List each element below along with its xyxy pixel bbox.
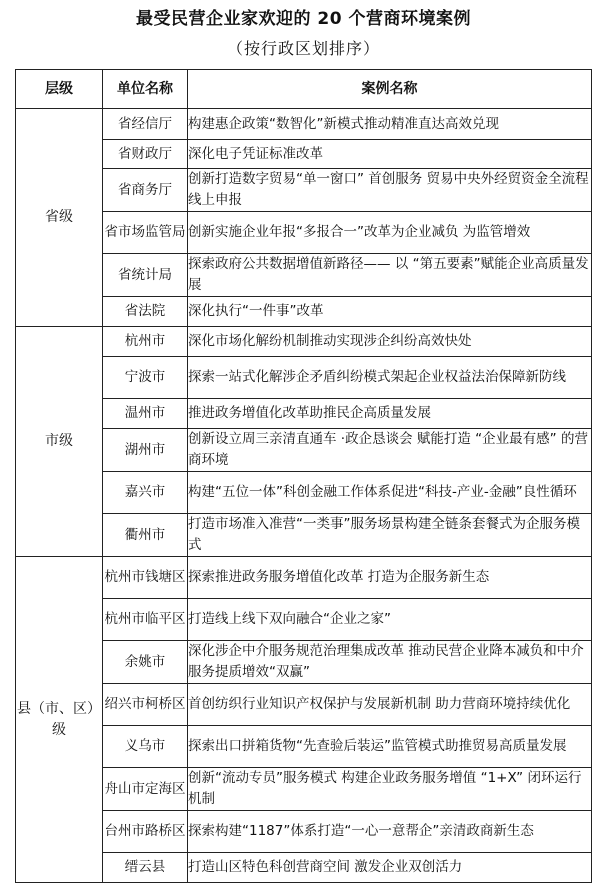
- table-row: [16, 169, 592, 212]
- case-cell: 探索一站式化解涉企矛盾纠纷模式架起企业权益法治保障新防线: [188, 357, 592, 399]
- unit-cell: 嘉兴市: [103, 472, 188, 514]
- table-row: [16, 472, 592, 514]
- table-row: [16, 140, 592, 169]
- table-row: [16, 811, 592, 853]
- table-row: [16, 399, 592, 429]
- table-row: [16, 684, 592, 726]
- unit-cell: 省商务厅: [103, 169, 188, 212]
- table-row: [16, 641, 592, 684]
- table-row: [16, 109, 592, 140]
- unit-cell: 温州市: [103, 399, 188, 429]
- document-title: 最受民营企业家欢迎的 20 个营商环境案例: [136, 9, 471, 29]
- table-header: [16, 70, 592, 109]
- case-cell: 探索推进政务服务增值化改革 打造为企服务新生态: [188, 557, 592, 599]
- case-cell: 创新打造数字贸易“单一窗口” 首创服务 贸易中央外经贸资金全流程线上申报: [188, 169, 592, 212]
- unit-cell: 省财政厅: [103, 140, 188, 169]
- unit-cell: 绍兴市柯桥区: [103, 684, 188, 726]
- case-cell: 探索政府公共数据增值新路径—— 以 “第五要素”赋能企业高质量发展: [188, 254, 592, 297]
- table-row: [16, 726, 592, 768]
- case-cell: 打造山区特色科创营商空间 激发企业双创活力: [188, 853, 592, 883]
- table-row: [16, 297, 592, 327]
- header-unit: 单位名称: [103, 70, 188, 109]
- unit-cell: 舟山市定海区: [103, 768, 188, 811]
- table-row: [16, 557, 592, 599]
- table-row: [16, 514, 592, 557]
- document-subtitle: （按行政区划排序）: [226, 39, 380, 58]
- unit-cell: 杭州市: [103, 327, 188, 357]
- case-cell: 探索出口拼箱货物“先查验后装运”监管模式助推贸易高质量发展: [188, 726, 592, 768]
- unit-cell: 宁波市: [103, 357, 188, 399]
- unit-cell: 省法院: [103, 297, 188, 327]
- unit-cell: 义乌市: [103, 726, 188, 768]
- unit-cell: 省经信厅: [103, 109, 188, 140]
- case-cell: 深化市场化解纷机制推动实现涉企纠纷高效快处: [188, 327, 592, 357]
- table-row: [16, 254, 592, 297]
- case-cell: 构建“五位一体”科创金融工作体系促进“科技-产业-金融”良性循环: [188, 472, 592, 514]
- case-cell: 深化执行“一件事”改革: [188, 297, 592, 327]
- table-row: [16, 853, 592, 883]
- unit-cell: 湖州市: [103, 429, 188, 472]
- case-cell: 创新设立周三亲清直通车 ·政企恳谈会 赋能打造 “企业最有感” 的营商环境: [188, 429, 592, 472]
- case-cell: 打造市场准入准营“一类事”服务场景构建全链条套餐式为企服务模式: [188, 514, 592, 557]
- table-row: [16, 768, 592, 811]
- case-cell: 深化涉企中介服务规范治理集成改革 推动民营企业降本减负和中介服务提质增效“双赢”: [188, 641, 592, 684]
- case-cell: 首创纺织行业知识产权保护与发展新机制 助力营商环境持续优化: [188, 684, 592, 726]
- table-row: [16, 357, 592, 399]
- header-row: [16, 70, 592, 109]
- cases-table: [15, 69, 592, 883]
- unit-cell: 余姚市: [103, 641, 188, 684]
- unit-cell: 台州市路桥区: [103, 811, 188, 853]
- unit-cell: 省市场监管局: [103, 212, 188, 254]
- table-body: [16, 109, 592, 883]
- case-cell: 创新“流动专员”服务模式 构建企业政务服务增值 “1+X” 闭环运行机制: [188, 768, 592, 811]
- case-cell: 推进政务增值化改革助推民企高质量发展: [188, 399, 592, 429]
- unit-cell: 杭州市钱塘区: [103, 557, 188, 599]
- case-cell: 创新实施企业年报“多报合一”改革为企业减负 为监管增效: [188, 212, 592, 254]
- case-cell: 深化电子凭证标准改革: [188, 140, 592, 169]
- case-cell: 探索构建“1187”体系打造“一心一意帮企”亲清政商新生态: [188, 811, 592, 853]
- unit-cell: 杭州市临平区: [103, 599, 188, 641]
- unit-cell: 缙云县: [103, 853, 188, 883]
- table-row: [16, 327, 592, 357]
- level-cell-province: 省级: [16, 109, 103, 327]
- table-row: [16, 212, 592, 254]
- header-level: 层级: [16, 70, 103, 109]
- header-case: 案例名称: [188, 70, 592, 109]
- level-cell-city: 市级: [16, 327, 103, 557]
- level-cell-county: 县（市、区）级: [16, 557, 103, 883]
- unit-cell: 衢州市: [103, 514, 188, 557]
- case-cell: 打造线上线下双向融合“企业之家”: [188, 599, 592, 641]
- case-cell: 构建惠企政策“数智化”新模式推动精准直达高效兑现: [188, 109, 592, 140]
- unit-cell: 省统计局: [103, 254, 188, 297]
- table-row: [16, 599, 592, 641]
- table-row: [16, 429, 592, 472]
